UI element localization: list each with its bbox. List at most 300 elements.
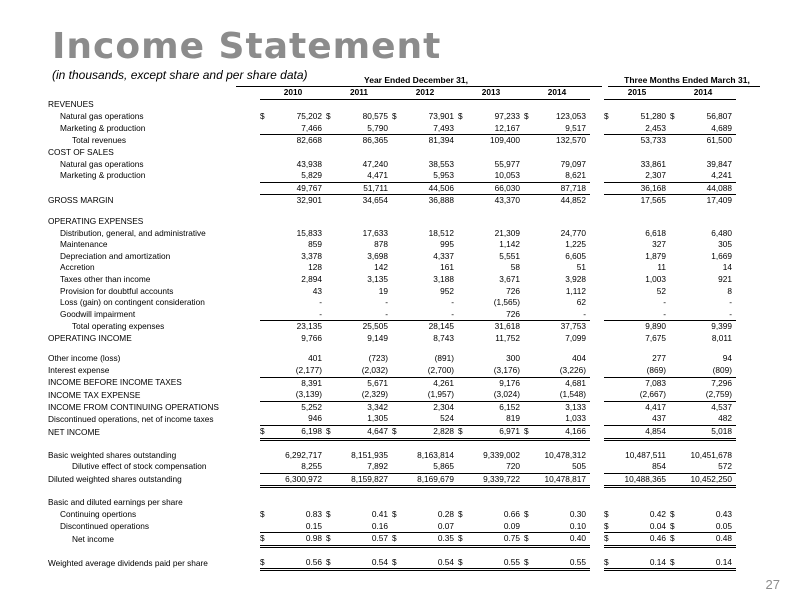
row-label: Discontinued operations — [60, 520, 150, 531]
cell-value: 3,342 — [367, 401, 388, 412]
cell-value: 38,553 — [428, 158, 454, 169]
currency-symbol — [604, 377, 614, 389]
currency-symbol — [260, 333, 270, 345]
currency-symbol — [458, 147, 468, 159]
cell-value: (809) — [680, 365, 736, 377]
column-gap — [590, 170, 604, 182]
currency-symbol — [458, 377, 468, 389]
currency-symbol — [604, 333, 614, 345]
cell-value: 505 — [534, 461, 590, 473]
cell-value: 8,743 — [433, 332, 454, 343]
column-gap — [590, 497, 604, 509]
currency-symbol — [604, 216, 614, 228]
currency-symbol: $ — [524, 111, 529, 122]
cell-value — [680, 344, 736, 353]
cell-value: 44,088 — [680, 182, 736, 195]
cell-value: 1,225 — [565, 239, 586, 250]
cell-value: (2,667) — [614, 389, 670, 401]
cell-value: 0.10 — [534, 521, 590, 533]
currency-symbol — [392, 401, 402, 413]
currency-symbol — [670, 297, 680, 309]
column-gap — [590, 239, 604, 251]
page-subtitle: (in thousands, except share and per share data) — [52, 68, 308, 82]
row-label — [48, 344, 260, 353]
currency-symbol — [260, 239, 270, 251]
currency-symbol: $ — [604, 557, 614, 570]
row-label: COST OF SALES — [48, 146, 114, 157]
cell-value: 4,166 — [534, 426, 590, 440]
cell-value: 4,241 — [680, 170, 736, 182]
currency-symbol: $ — [524, 533, 534, 547]
currency-symbol — [604, 228, 614, 240]
currency-symbol — [326, 99, 336, 111]
cell-value: 1,142 — [499, 239, 520, 250]
currency-symbol — [524, 147, 534, 159]
currency-symbol — [670, 497, 680, 509]
column-header: 2014 — [524, 87, 590, 99]
currency-symbol — [458, 353, 468, 365]
currency-symbol — [458, 286, 468, 298]
cell-value: 53,733 — [640, 135, 666, 146]
currency-symbol — [670, 262, 680, 274]
table-row — [48, 353, 736, 365]
cell-value: 952 — [440, 285, 454, 296]
cell-value: 0.57 — [336, 533, 392, 547]
cell-value — [402, 497, 458, 509]
cell-value: 3,698 — [367, 250, 388, 261]
currency-symbol — [458, 344, 468, 353]
currency-symbol: $ — [392, 533, 402, 547]
currency-symbol: $ — [458, 557, 468, 570]
cell-value: 0.66 — [503, 509, 520, 519]
currency-symbol — [670, 333, 680, 345]
cell-value — [614, 497, 670, 509]
cell-value: 17,565 — [640, 195, 666, 206]
cell-value: 3,671 — [499, 273, 520, 284]
cell-value: 10,478,817 — [534, 473, 590, 487]
row-label — [48, 546, 260, 557]
currency-symbol — [392, 377, 402, 389]
table-row — [48, 333, 736, 345]
currency-symbol — [670, 473, 680, 487]
table-row — [48, 123, 736, 135]
cell-value: 1,112 — [565, 285, 586, 296]
currency-symbol — [392, 147, 402, 159]
cell-value: 97,233 — [494, 111, 520, 122]
cell-value: (2,329) — [336, 389, 392, 401]
currency-symbol — [326, 333, 336, 345]
currency-symbol — [326, 123, 336, 135]
currency-symbol — [524, 546, 534, 557]
cell-value — [468, 216, 524, 228]
currency-symbol — [604, 344, 614, 353]
cell-value: 28,145 — [428, 321, 454, 332]
currency-symbol — [392, 497, 402, 509]
currency-symbol — [524, 344, 534, 353]
currency-symbol — [260, 147, 270, 159]
cell-value: 79,097 — [560, 158, 586, 169]
row-label: INCOME FROM CONTINUING OPERATIONS — [48, 401, 219, 412]
currency-symbol — [392, 439, 402, 450]
column-gap — [590, 147, 604, 159]
currency-symbol: $ — [458, 426, 468, 440]
currency-symbol — [260, 274, 270, 286]
currency-symbol: $ — [326, 533, 336, 547]
currency-symbol — [670, 546, 680, 557]
currency-symbol — [524, 473, 534, 487]
column-gap — [590, 389, 604, 401]
currency-symbol — [524, 450, 534, 462]
currency-symbol — [524, 239, 534, 251]
column-gap — [590, 439, 604, 450]
cell-value: 23,135 — [296, 321, 322, 332]
cell-value: 39,847 — [706, 158, 732, 169]
cell-value: 8,159,827 — [336, 473, 392, 487]
currency-symbol — [604, 251, 614, 263]
row-label: Distribution, general, and administrative — [60, 227, 206, 238]
table-row — [48, 509, 736, 521]
column-header: 2012 — [392, 87, 458, 99]
column-gap — [590, 450, 604, 462]
cell-value: 49,767 — [270, 182, 326, 195]
cell-value: 726 — [468, 309, 524, 321]
currency-symbol: $ — [326, 426, 336, 440]
cell-value: 4,647 — [336, 426, 392, 440]
cell-value: 4,471 — [336, 170, 392, 182]
column-gap — [590, 401, 604, 413]
column-header-row — [48, 87, 736, 99]
currency-symbol — [670, 99, 680, 111]
cell-value: 524 — [402, 413, 458, 425]
row-label: Basic and diluted earnings per share — [48, 497, 183, 508]
currency-symbol — [392, 365, 402, 377]
currency-symbol — [604, 195, 614, 207]
currency-symbol — [604, 286, 614, 298]
cell-value: 10,478,312 — [544, 449, 586, 460]
cell-value — [402, 99, 458, 111]
cell-value — [270, 344, 326, 353]
currency-symbol — [604, 321, 614, 333]
cell-value: 66,030 — [468, 182, 524, 195]
column-gap — [590, 533, 604, 547]
currency-symbol — [524, 353, 534, 365]
cell-value: - — [614, 309, 670, 321]
currency-symbol: $ — [260, 426, 270, 440]
cell-value: (3,024) — [468, 389, 524, 401]
cell-value: 300 — [506, 353, 520, 364]
currency-symbol — [670, 123, 680, 135]
currency-symbol: $ — [604, 533, 614, 547]
row-label: OPERATING INCOME — [48, 332, 132, 343]
cell-value: (2,700) — [402, 365, 458, 377]
currency-symbol — [326, 321, 336, 333]
currency-symbol — [326, 401, 336, 413]
currency-symbol — [670, 461, 680, 473]
cell-value: 0.46 — [614, 533, 670, 547]
currency-symbol — [670, 365, 680, 377]
cell-value: 51 — [576, 262, 586, 273]
cell-value: 4,261 — [433, 377, 454, 388]
table-row — [48, 546, 736, 557]
cell-value: 17,409 — [706, 195, 732, 206]
cell-value: 4,689 — [680, 123, 736, 135]
table-row — [48, 309, 736, 321]
cell-value — [534, 344, 590, 353]
currency-symbol — [392, 123, 402, 135]
cell-value: 3,135 — [367, 273, 388, 284]
currency-symbol — [458, 99, 468, 111]
currency-symbol — [604, 365, 614, 377]
currency-symbol — [392, 182, 402, 195]
cell-value: 7,083 — [645, 377, 666, 388]
currency-symbol: $ — [392, 111, 397, 122]
currency-symbol: $ — [260, 557, 270, 570]
currency-symbol — [326, 262, 336, 274]
cell-value: 7,296 — [711, 377, 732, 388]
currency-symbol — [604, 135, 614, 147]
cell-value: 0.28 — [437, 509, 454, 519]
currency-symbol: $ — [670, 111, 675, 122]
currency-symbol — [260, 473, 270, 487]
column-gap — [590, 557, 604, 570]
column-gap — [590, 195, 604, 207]
cell-value — [402, 439, 458, 450]
cell-value: 10,452,250 — [680, 473, 736, 487]
cell-value: 94 — [722, 353, 732, 364]
column-header: 2010 — [260, 87, 326, 99]
cell-value: 6,618 — [645, 227, 666, 238]
cell-value: 8,011 — [711, 332, 732, 343]
cell-value: 404 — [572, 353, 586, 364]
table-row — [48, 521, 736, 533]
cell-value — [534, 207, 590, 216]
row-label — [48, 487, 260, 498]
currency-symbol — [524, 309, 534, 321]
currency-symbol — [260, 389, 270, 401]
table-row — [48, 135, 736, 147]
cell-value: 720 — [468, 461, 524, 473]
cell-value: 25,505 — [362, 321, 388, 332]
column-gap — [590, 251, 604, 263]
cell-value — [270, 147, 326, 159]
currency-symbol — [260, 262, 270, 274]
cell-value — [402, 546, 458, 557]
currency-symbol — [670, 159, 680, 171]
cell-value: - — [385, 297, 388, 308]
cell-value: 37,753 — [560, 321, 586, 332]
cell-value: 8,255 — [270, 461, 326, 473]
cell-value: 14 — [722, 262, 732, 273]
currency-symbol — [458, 546, 468, 557]
cell-value: 161 — [440, 262, 454, 273]
currency-symbol — [260, 309, 270, 321]
cell-value: 12,167 — [468, 123, 524, 135]
column-gap — [590, 182, 604, 195]
cell-value: 9,339,002 — [483, 449, 520, 460]
cell-value — [468, 487, 524, 498]
table-row — [48, 321, 736, 333]
currency-symbol — [604, 461, 614, 473]
cell-value: 5,790 — [336, 123, 392, 135]
currency-symbol — [524, 413, 534, 425]
currency-symbol — [604, 401, 614, 413]
table-row — [48, 401, 736, 413]
cell-value: 4,537 — [711, 401, 732, 412]
cell-value: 11 — [657, 262, 666, 273]
currency-symbol — [458, 182, 468, 195]
currency-symbol — [524, 274, 534, 286]
currency-symbol — [458, 413, 468, 425]
currency-symbol — [604, 297, 614, 309]
cell-value — [336, 487, 392, 498]
cell-value — [468, 99, 524, 111]
cell-value: 36,888 — [428, 195, 454, 206]
cell-value: 33,861 — [640, 158, 666, 169]
column-gap — [590, 377, 604, 389]
column-gap — [590, 333, 604, 345]
cell-value: 62 — [576, 297, 586, 308]
currency-symbol — [326, 207, 336, 216]
currency-symbol — [670, 344, 680, 353]
currency-symbol — [392, 546, 402, 557]
currency-symbol — [604, 262, 614, 274]
currency-symbol — [326, 450, 336, 462]
cell-value: 8,621 — [534, 170, 590, 182]
cell-value: 0.98 — [270, 533, 326, 547]
currency-symbol — [524, 251, 534, 263]
row-label: OPERATING EXPENSES — [48, 215, 144, 226]
column-gap — [590, 159, 604, 171]
cell-value: 9,176 — [499, 377, 520, 388]
currency-symbol — [524, 195, 534, 207]
page-title: Income Statement — [52, 26, 442, 67]
cell-value: 0.75 — [468, 533, 524, 547]
currency-symbol — [670, 274, 680, 286]
column-gap — [590, 274, 604, 286]
column-gap — [590, 87, 604, 99]
row-label: NET INCOME — [48, 426, 100, 437]
currency-symbol — [326, 286, 336, 298]
currency-symbol — [458, 450, 468, 462]
currency-symbol — [260, 365, 270, 377]
row-label: Diluted weighted shares outstanding — [48, 474, 182, 485]
row-label: Total revenues — [72, 135, 126, 146]
currency-symbol — [524, 228, 534, 240]
cell-value — [270, 216, 326, 228]
cell-value: 0.55 — [468, 557, 524, 570]
currency-symbol — [670, 413, 680, 425]
currency-symbol: $ — [604, 521, 614, 533]
currency-symbol — [524, 439, 534, 450]
currency-symbol — [458, 365, 468, 377]
cell-value: 34,654 — [362, 195, 388, 206]
currency-symbol — [670, 286, 680, 298]
cell-value: 0.35 — [402, 533, 458, 547]
table-row — [48, 450, 736, 462]
table-row — [48, 207, 736, 216]
row-label: Weighted average dividends paid per share — [48, 557, 208, 568]
currency-symbol — [326, 365, 336, 377]
currency-symbol — [458, 207, 468, 216]
currency-symbol — [260, 159, 270, 171]
cell-value: 5,252 — [301, 401, 322, 412]
cell-value: 3,928 — [565, 273, 586, 284]
cell-value — [468, 497, 524, 509]
currency-symbol — [524, 182, 534, 195]
currency-symbol — [260, 353, 270, 365]
cell-value: 4,337 — [433, 250, 454, 261]
currency-symbol — [524, 262, 534, 274]
currency-symbol — [670, 321, 680, 333]
currency-symbol — [670, 170, 680, 182]
cell-value: (2,032) — [336, 365, 392, 377]
currency-symbol: $ — [326, 509, 331, 519]
currency-symbol — [326, 546, 336, 557]
cell-value: - — [663, 297, 666, 308]
currency-symbol — [670, 207, 680, 216]
cell-value: 2,828 — [402, 426, 458, 440]
column-gap — [590, 546, 604, 557]
cell-value — [680, 216, 736, 228]
currency-symbol — [604, 497, 614, 509]
year-group-header: Year Ended December 31, — [364, 75, 468, 85]
cell-value: 0.48 — [680, 533, 736, 547]
cell-value — [614, 546, 670, 557]
column-gap — [590, 286, 604, 298]
cell-value: 995 — [440, 239, 454, 250]
column-gap — [590, 353, 604, 365]
cell-value: 11,752 — [495, 332, 520, 343]
cell-value: 5,829 — [270, 170, 326, 182]
column-gap — [590, 521, 604, 533]
currency-symbol: $ — [670, 509, 675, 519]
currency-symbol — [604, 123, 614, 135]
cell-value — [534, 439, 590, 450]
cell-value: 9,339,722 — [468, 473, 524, 487]
column-gap — [590, 365, 604, 377]
column-gap — [590, 228, 604, 240]
currency-symbol — [670, 251, 680, 263]
cell-value: 86,365 — [362, 135, 388, 146]
cell-value: 1,003 — [645, 273, 666, 284]
cell-value: 142 — [374, 262, 388, 273]
cell-value: 15,833 — [296, 227, 322, 238]
row-label: INCOME BEFORE INCOME TAXES — [48, 377, 182, 388]
currency-symbol — [458, 274, 468, 286]
cell-value: 0.55 — [534, 557, 590, 570]
cell-value — [336, 99, 392, 111]
cell-value — [614, 99, 670, 111]
cell-value — [614, 344, 670, 353]
cell-value: 1,879 — [645, 250, 666, 261]
cell-value: 8,163,814 — [417, 449, 454, 460]
cell-value: 51,711 — [336, 182, 392, 195]
currency-symbol — [260, 170, 270, 182]
currency-symbol: $ — [458, 509, 463, 519]
cell-value — [680, 439, 736, 450]
currency-symbol — [392, 135, 402, 147]
currency-symbol — [670, 147, 680, 159]
cell-value — [336, 147, 392, 159]
currency-symbol — [524, 487, 534, 498]
cell-value — [680, 497, 736, 509]
cell-value: 5,551 — [499, 250, 520, 261]
cell-value: 572 — [680, 461, 736, 473]
currency-symbol — [326, 344, 336, 353]
row-label: Other income (loss) — [48, 353, 121, 364]
cell-value: 819 — [468, 413, 524, 425]
cell-value: 9,399 — [711, 321, 732, 332]
